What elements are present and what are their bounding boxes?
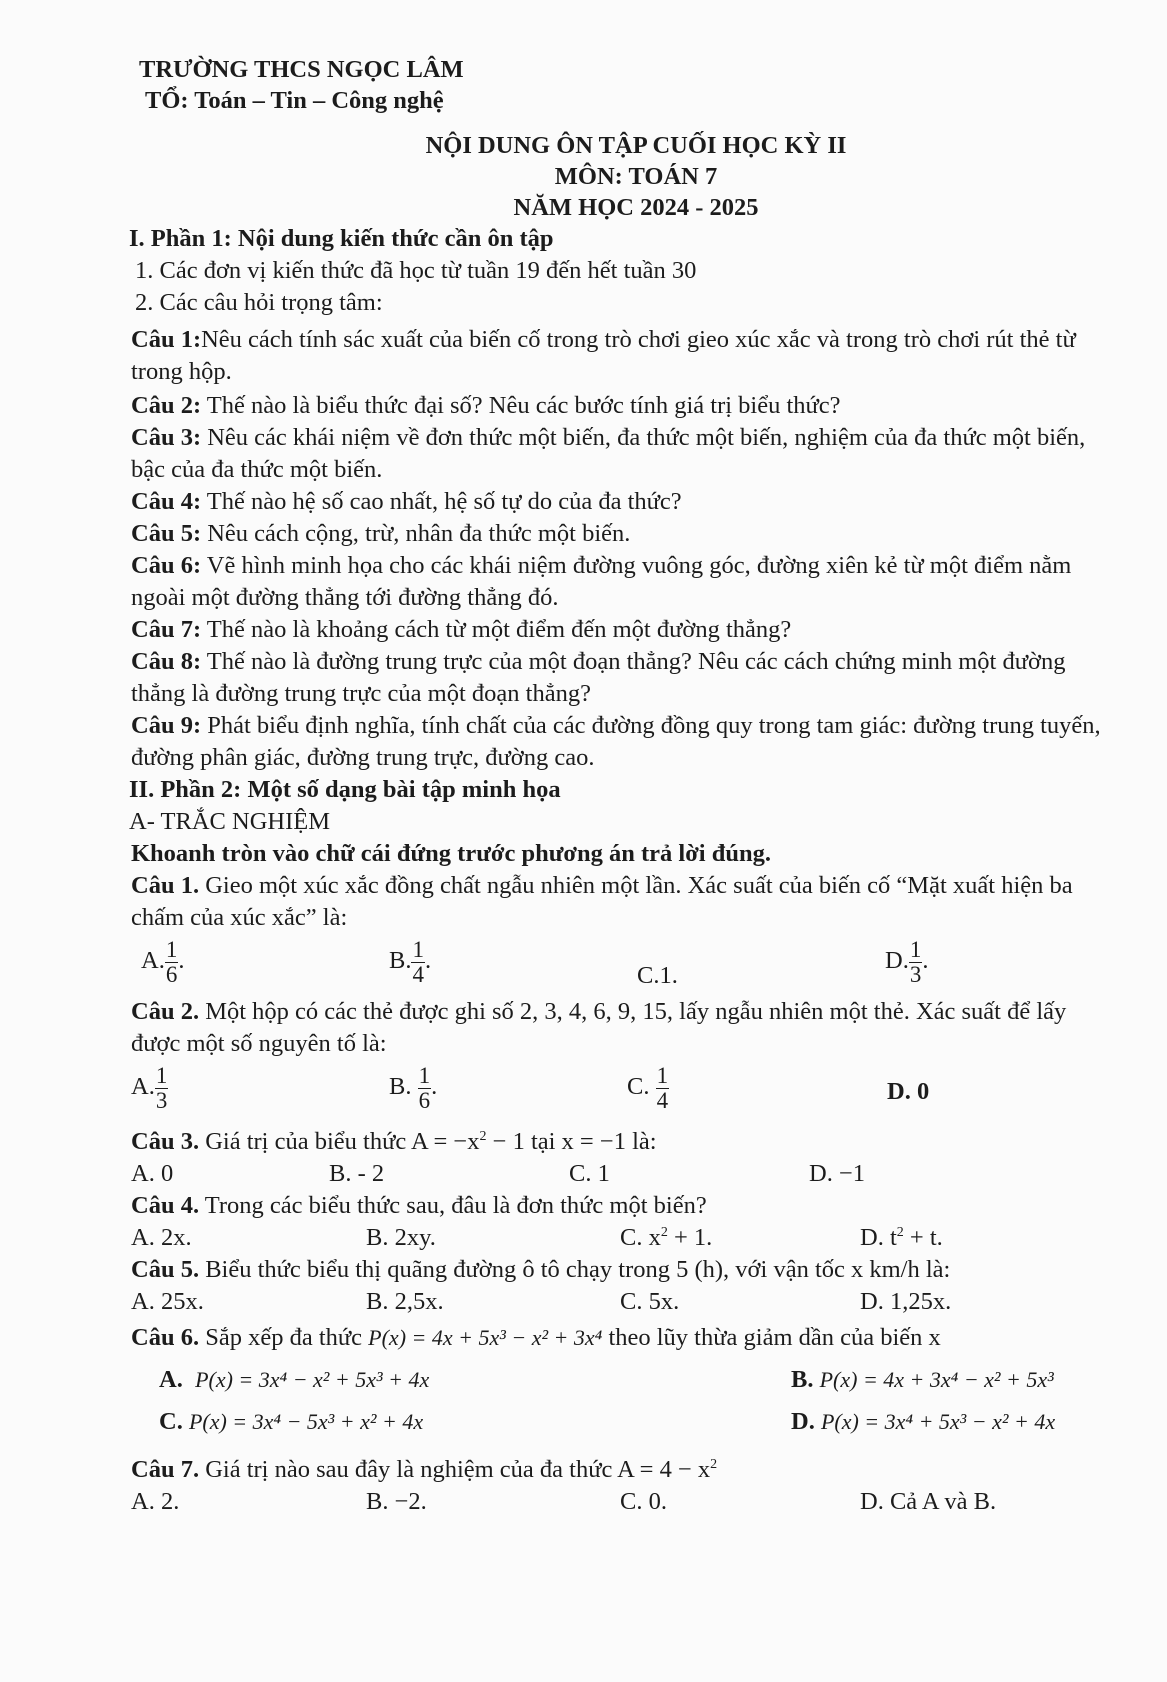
review-question (131, 550, 1101, 614)
doc-title-line-2: MÔN: TOÁN 7 (554, 163, 718, 190)
question-label: Câu 7. (131, 1456, 200, 1483)
question-text: Trong các biểu thức sau, đâu là đơn thức một biến? (199, 1192, 707, 1219)
question-label: Câu 3. (131, 1128, 200, 1155)
document-content (131, 54, 1101, 1518)
option-d[interactable]: D. −1 (809, 1160, 866, 1187)
question-label: Câu 9: (131, 712, 202, 739)
fraction: $\frac{1}{4}$ (412, 937, 424, 987)
question-text: Vẽ hình minh họa cho các khái niệm đường vuông góc, đường xiên kẻ từ một điểm nằm ngoài một đường thẳng tới đường thẳng đó. (131, 552, 1072, 611)
review-question (131, 614, 1101, 646)
mcq-question-1 (131, 870, 1101, 934)
question-text: Một hộp có các thẻ được ghi số 2, 3, 4, 6, 9, 15, lấy ngẫu nhiên một thẻ. Xác suất để lấy được một số nguyên tố là: (131, 998, 1067, 1057)
fraction: $\frac{1}{6}$ (418, 1063, 431, 1113)
mcq-question-6: Câu 6. Sắp xếp đa thức P(x) = 4x + 5x³ − x² + 3x⁴ theo lũy thừa giảm dần của biến x (131, 1324, 941, 1351)
option-b[interactable]: B. 2,5x. (366, 1288, 444, 1315)
option-c[interactable]: C. 5x. (620, 1288, 680, 1315)
question-label: Câu 1: (131, 326, 202, 353)
part2-heading: II. Phần 2: Một số dạng bài tập minh họa (129, 776, 561, 803)
mcq-question-4 (131, 1190, 1101, 1222)
question-label: Câu 4: (131, 488, 202, 515)
fraction: $\frac{1}{6}$ (165, 937, 178, 987)
option-b[interactable]: B. 2xy. (366, 1224, 436, 1251)
question-label: Câu 5. (131, 1256, 200, 1283)
question-text: Nêu các khái niệm về đơn thức một biến, đa thức một biến, nghiệm của đa thức một biến, bậc của đa thức một biến. (131, 424, 1086, 483)
mcq-question-2 (131, 996, 1101, 1060)
option-d[interactable]: D. 1,25x. (860, 1288, 952, 1315)
question-text: Phát biểu định nghĩa, tính chất của các đường đồng quy trong tam giác: đường trung tuyến, đường phân giác, đường trung trực, đường cao. (131, 712, 1101, 771)
mcq-options-2 (131, 1064, 1101, 1122)
option-a[interactable]: A. 2. (131, 1488, 180, 1515)
option-d[interactable]: D. P(x) = 3x⁴ + 5x³ − x² + 4x (791, 1408, 1056, 1435)
fraction: $\frac{1}{4}$ (656, 1063, 669, 1113)
mcq-options-1 (131, 938, 1101, 996)
question-label: Câu 7: (131, 616, 202, 643)
question-label: Câu 8: (131, 648, 202, 675)
option-c[interactable]: C. 0. (620, 1488, 667, 1515)
question-label: Câu 3: (131, 424, 202, 451)
mcq-options-6-row-2 (159, 1406, 1101, 1438)
question-text: Nêu cách tính sác xuất của biến cố trong trò chơi gieo xúc xắc và trong trò chơi rút thẻ từ trong hộp. (131, 326, 1076, 385)
question-text: Biểu thức biểu thị quãng đường ô tô chạy trong 5 (h), với vận tốc x km/h là: (199, 1256, 951, 1283)
fraction: $\frac{1}{3}$ (909, 937, 922, 987)
question-label: Câu 4. (131, 1192, 200, 1219)
option-c[interactable]: C. 1 (569, 1160, 610, 1187)
question-label: Câu 2. (131, 998, 200, 1025)
part1-item-1: 1. Các đơn vị kiến thức đã học từ tuần 19 đến hết tuần 30 (135, 257, 697, 284)
question-label: Câu 5: (131, 520, 202, 547)
option-b[interactable]: B. −2. (366, 1488, 427, 1515)
mcq-options-6-row-1 (159, 1364, 1101, 1396)
question-text: Thế nào hệ số cao nhất, hệ số tự do của đa thức? (201, 488, 682, 515)
review-question (131, 422, 1101, 486)
option-b[interactable]: B. - 2 (329, 1160, 385, 1187)
option-c[interactable]: C. $x^2 + 1$. (620, 1224, 713, 1251)
mcq-options-3 (131, 1158, 1101, 1190)
option-a[interactable]: A. $\frac{1}{3}$ (131, 1063, 168, 1113)
part1-heading: I. Phần 1: Nội dung kiến thức cần ôn tập (129, 225, 554, 252)
mcq-question-5 (131, 1254, 1101, 1286)
question-label: Câu 6. (131, 1324, 200, 1351)
mcq-question-3: Câu 3. Giá trị của biểu thức $A = -x^2 - 1$ tại x = −1 là: (131, 1128, 657, 1155)
question-text: Thế nào là đường trung trực của một đoạn thẳng? Nêu các cách chứng minh một đường thẳng là đường trung trực của một đoạn thẳng? (131, 648, 1066, 707)
part2-subheading: A- TRẮC NGHIỆM (129, 808, 330, 835)
question-text: Thế nào là biểu thức đại số? Nêu các bước tính giá trị biểu thức? (201, 392, 841, 419)
review-question (131, 710, 1101, 774)
option-a[interactable]: A. P(x) = 3x⁴ − x² + 5x³ + 4x (159, 1366, 430, 1393)
part1-item-2: 2. Các câu hỏi trọng tâm: (135, 289, 383, 316)
option-a[interactable]: A. 2x. (131, 1224, 192, 1251)
option-a[interactable]: A. $\frac{1}{6}$ . (141, 937, 185, 987)
mcq-options-4 (131, 1222, 1101, 1254)
fraction: $\frac{1}{3}$ (155, 1063, 168, 1113)
mcq-options-7 (131, 1486, 1101, 1518)
option-d[interactable]: D. Cả A và B. (860, 1488, 997, 1515)
option-d[interactable]: D. $t^2 + t$. (860, 1224, 943, 1251)
option-d[interactable]: D. $\frac{1}{3}$ . (885, 937, 929, 987)
option-a[interactable]: A. 25x. (131, 1288, 204, 1315)
doc-title-line-3: NĂM HỌC 2024 - 2025 (513, 194, 759, 221)
option-b[interactable]: B. $\frac{1}{4}$ . (389, 937, 432, 987)
question-label: Câu 6: (131, 552, 202, 579)
option-c[interactable]: C. $\frac{1}{4}$ (627, 1063, 669, 1113)
option-c[interactable]: C.1. (637, 962, 678, 989)
school-name: TRƯỜNG THCS NGỌC LÂM (139, 56, 464, 83)
review-question (131, 390, 1101, 422)
question-text: Gieo một xúc xắc đồng chất ngẫu nhiên một lần. Xác suất của biến cố “Mặt xuất hiện ba chấm của xúc xắc” là: (131, 872, 1073, 931)
question-text: Nêu cách cộng, trừ, nhân đa thức một biến. (201, 520, 631, 547)
mcq-options-5 (131, 1286, 1101, 1318)
question-label: Câu 2: (131, 392, 202, 419)
review-question (131, 518, 1101, 550)
option-d[interactable]: D. 0 (887, 1078, 930, 1105)
part2-instruction: Khoanh tròn vào chữ cái đứng trước phương án trả lời đúng. (131, 840, 771, 867)
option-b[interactable]: B. P(x) = 4x + 3x⁴ − x² + 5x³ (791, 1366, 1054, 1393)
question-text: Thế nào là khoảng cách từ một điểm đến một đường thẳng? (201, 616, 792, 643)
mcq-question-7: Câu 7. Giá trị nào sau đây là nghiệm của đa thức $A = 4 - x^2$ (131, 1456, 718, 1483)
doc-title-line-1: NỘI DUNG ÔN TẬP CUỐI HỌC KỲ II (425, 132, 847, 159)
option-a[interactable]: A. 0 (131, 1160, 174, 1187)
polynomial: P(x) = 4x + 5x³ − x² + 3x⁴ (368, 1325, 603, 1350)
review-question (131, 486, 1101, 518)
option-b[interactable]: B. $\frac{1}{6}$ . (389, 1063, 438, 1113)
review-question (131, 324, 1101, 388)
question-label: Câu 1. (131, 872, 200, 899)
review-question (131, 646, 1101, 710)
department-name: TỔ: Toán – Tin – Công nghệ (145, 87, 444, 114)
option-c[interactable]: C. P(x) = 3x⁴ − 5x³ + x² + 4x (159, 1408, 424, 1435)
